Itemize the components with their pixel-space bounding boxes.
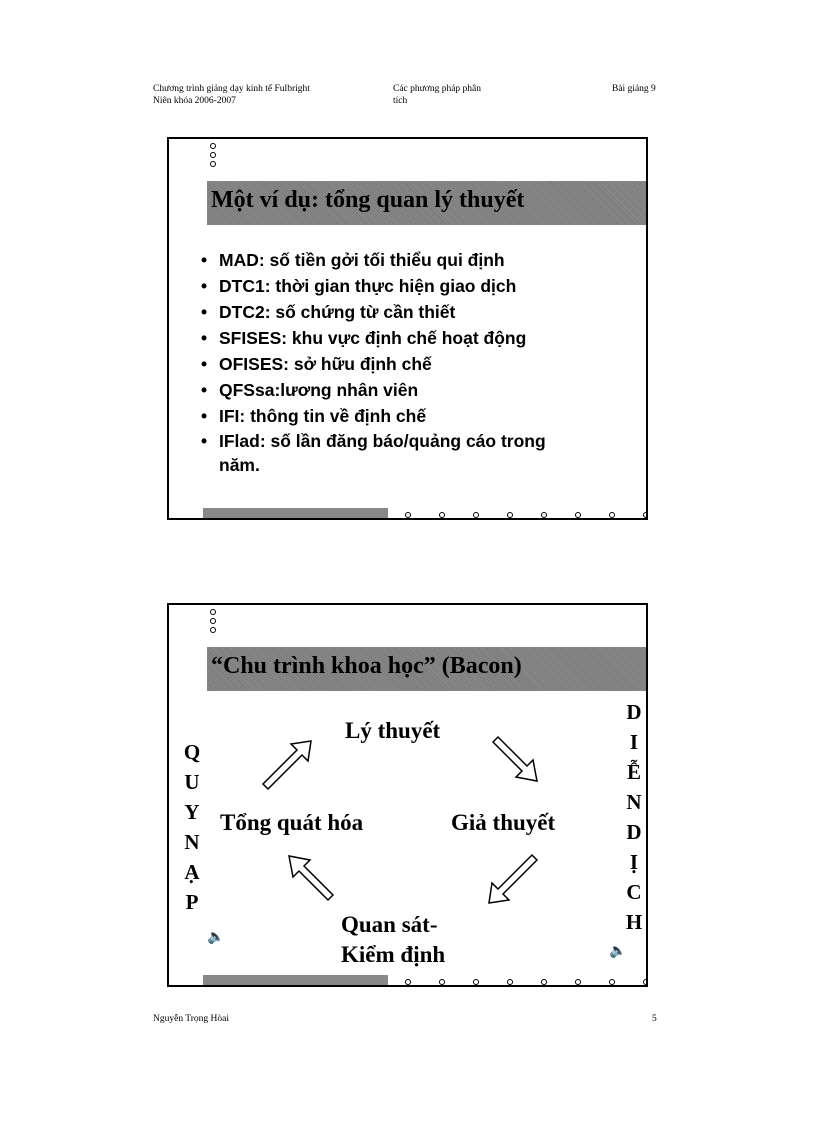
vertical-letter: Y [184, 800, 200, 824]
slide-bottom-bar [203, 508, 388, 518]
vertical-letter: Ạ [184, 860, 200, 884]
arrow-down-left-icon [483, 850, 543, 910]
header-lecture-number: Bài giảng 9 [612, 84, 656, 94]
decorative-dots-horizontal [405, 512, 648, 518]
vertical-label-induction [181, 737, 203, 917]
header-academic-year: Niên khóa 2006-2007 [153, 96, 236, 106]
header-course-name: Chương trình giảng dạy kinh tế Fulbright [153, 84, 310, 94]
vertical-letter: Q [183, 740, 201, 764]
vertical-letter: D [626, 700, 642, 724]
vertical-letter: C [626, 880, 642, 904]
bullet-list [201, 247, 546, 477]
slide-title: Một ví dụ: tổng quan lý thuyết [211, 187, 525, 213]
vertical-label-deduction [623, 697, 645, 937]
bullet-item: • QFSsa:lương nhân viên [201, 377, 546, 403]
bullet-item: • SFISES: khu vực định chế hoạt động [201, 325, 546, 351]
vertical-letter: Ị [629, 850, 639, 874]
header-topic-line2: tích [393, 96, 408, 106]
bullet-item [201, 429, 546, 477]
vertical-letter: N [184, 830, 200, 854]
cycle-observation-line2: Kiểm định [341, 942, 446, 967]
vertical-letter: D [626, 820, 642, 844]
vertical-letter: Ễ [626, 760, 641, 784]
footer-author: Nguyễn Trọng Hòai [153, 1014, 230, 1024]
cycle-generalization-label: Tổng quát hóa [220, 810, 364, 835]
footer-page-number: 5 [652, 1014, 657, 1024]
arrow-down-right-icon [491, 735, 547, 791]
bullet-item: • MAD: số tiền gởi tối thiểu qui định [201, 247, 546, 273]
decorative-dots-vertical [210, 143, 216, 170]
bullet-item: • DTC2: số chứng từ cần thiết [201, 299, 546, 325]
vertical-letter: U [184, 770, 200, 794]
header-topic [393, 83, 481, 107]
bullet-item: • IFI: thông tin về định chế [201, 403, 546, 429]
slide-theory-overview [167, 137, 648, 520]
speaker-icon[interactable]: 🔈 [207, 930, 225, 945]
slide-bottom-bar [203, 975, 388, 985]
arrow-up-left-icon [283, 850, 339, 906]
slide-title-bar [207, 647, 646, 691]
arrow-up-right-icon [259, 735, 319, 795]
cycle-hypothesis-label: Giả thuyết [451, 810, 556, 835]
cycle-theory-label: Lý thuyết [345, 718, 441, 743]
decorative-dots-horizontal [405, 979, 648, 985]
cycle-observation-line1: Quan sát- [341, 912, 438, 937]
slide-title: “Chu trình khoa học” (Bacon) [211, 653, 522, 679]
header-course [153, 83, 310, 107]
vertical-letter: H [625, 910, 643, 934]
cycle-observation-label [341, 910, 445, 970]
bullet-item-line2: năm. [219, 455, 260, 475]
vertical-letter: I [629, 730, 639, 754]
decorative-dots-vertical [210, 609, 216, 636]
header-topic-line1: Các phương pháp phân [393, 84, 482, 94]
slide-title-bar [207, 181, 646, 225]
slide-scientific-cycle [167, 603, 648, 987]
vertical-letter: N [626, 790, 642, 814]
bullet-item-line1: IFlad: số lần đăng báo/quảng cáo trong [219, 431, 546, 451]
bullet-item: • DTC1: thời gian thực hiện giao dịch [201, 273, 546, 299]
bullet-item: • OFISES: sở hữu định chế [201, 351, 546, 377]
vertical-letter: P [185, 890, 199, 914]
speaker-icon[interactable]: 🔈 [609, 944, 627, 959]
